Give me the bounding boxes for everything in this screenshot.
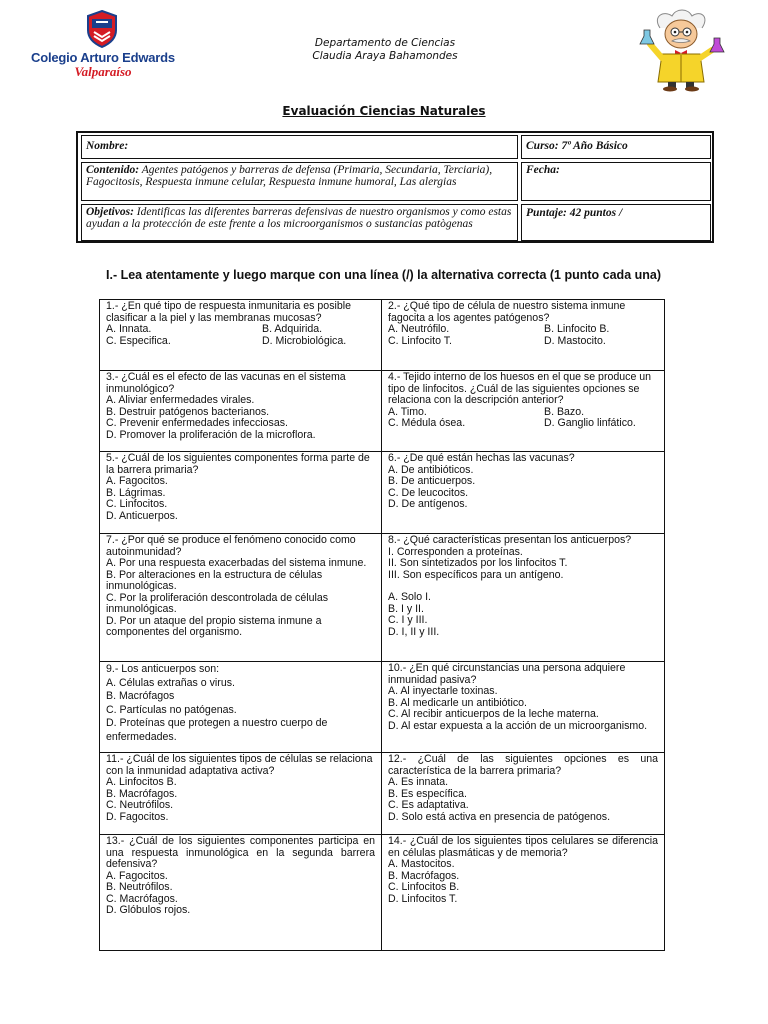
option-d[interactable]: D. Microbiológica.: [262, 334, 347, 347]
question-10: [382, 662, 664, 753]
question-stem: 7.- ¿Por qué se produce el fenómeno conocido como autoinmunidad?: [106, 534, 356, 558]
option-d[interactable]: D. De antígenos.: [388, 498, 468, 510]
option-c[interactable]: C. Linfocitos.: [106, 498, 168, 510]
option-b[interactable]: B. Destruir patógenos bacterianos.: [106, 405, 270, 418]
questions-grid: [99, 299, 665, 951]
school-city: Valparaíso: [74, 64, 132, 79]
option-b[interactable]: B. Por alteraciones en la estructura de células inmunológicas.: [106, 568, 323, 592]
question-stem: 6.- ¿De qué están hechas las vacunas?: [388, 452, 575, 464]
option-a[interactable]: A. Timo.: [388, 405, 427, 418]
option-a[interactable]: A. Aliviar enfermedades virales.: [106, 394, 255, 406]
question-14: [382, 835, 664, 950]
question-11: [100, 753, 382, 835]
option-a[interactable]: A. De antibióticos.: [388, 463, 474, 476]
statement-ii: II. Son sintetizados por los linfocitos T.: [388, 557, 568, 569]
option-d[interactable]: D. Al estar expuesta a la acción de un microorganismo.: [388, 719, 648, 732]
question-1: [100, 300, 382, 371]
option-d[interactable]: D. Linfocitos T.: [388, 892, 458, 905]
school-logo: [28, 10, 178, 78]
question-3: [100, 371, 382, 452]
option-b[interactable]: B. Macrófagos: [106, 690, 175, 702]
option-c[interactable]: C. Es adaptativa.: [388, 799, 469, 811]
question-stem: 10.- ¿En qué circunstancias una persona adquiere inmunidad pasiva?: [388, 662, 626, 686]
option-c[interactable]: C. Prevenir enfermedades infecciosas.: [106, 417, 288, 429]
option-d[interactable]: D. Glóbulos rojos.: [106, 904, 191, 916]
puntaje-cell: Puntaje: 42 puntos /: [521, 204, 711, 241]
question-stem: 11.- ¿Cuál de los siguientes tipos de células se relaciona con la inmunidad adaptativa activa?: [106, 753, 373, 777]
option-a[interactable]: A. Es innata.: [388, 776, 449, 788]
fecha-cell[interactable]: Fecha:: [521, 162, 711, 201]
option-c[interactable]: C. Especifica.: [106, 334, 171, 347]
option-a[interactable]: A. Mastocitos.: [388, 858, 455, 870]
option-d[interactable]: D. Por un ataque del propio sistema inmune a componentes del organismo.: [106, 614, 322, 638]
option-b[interactable]: B. Neutrófilos.: [106, 881, 173, 893]
question-7: [100, 534, 382, 662]
option-c[interactable]: C. Por la proliferación descontrolada de células inmunológicas.: [106, 591, 329, 615]
statement-i: I. Corresponden a proteínas.: [388, 545, 523, 558]
option-a[interactable]: A. Linfocitos B.: [106, 776, 177, 788]
objetivos-cell: [81, 204, 518, 241]
option-a[interactable]: A. Neutrófilo.: [388, 323, 450, 335]
question-stem: 12.- ¿Cuál de las siguientes opciones es una característica de la barrera primaria?: [388, 753, 658, 777]
option-d[interactable]: D. Promover la proliferación de la microflora.: [106, 428, 316, 441]
instructions: I.- Lea atentamente y luego marque con una línea (/) la alternativa correcta (1 punto cada una): [106, 268, 661, 282]
option-b[interactable]: B. Es específica.: [388, 787, 467, 800]
school-name: Colegio Arturo Edwards: [31, 50, 175, 65]
option-c[interactable]: C. Partículas no patógenas.: [106, 703, 237, 716]
option-d[interactable]: D. Proteínas que protegen a nuestro cuerpo de enfermedades.: [106, 717, 328, 743]
option-c[interactable]: C. Linfocito T.: [388, 334, 452, 347]
option-a[interactable]: A. Solo I.: [388, 591, 431, 603]
option-b[interactable]: B. Lágrimas.: [106, 486, 166, 499]
question-stem: 8.- ¿Qué características presentan los anticuerpos?: [388, 534, 632, 546]
option-c[interactable]: C. Neutrófilos.: [106, 799, 174, 811]
question-13: [100, 835, 382, 950]
option-b[interactable]: B. Adquirida.: [262, 323, 323, 335]
page-title: [0, 104, 768, 118]
option-d[interactable]: D. I, II y III.: [388, 625, 440, 638]
question-12: [382, 753, 664, 835]
scientist-icon: [632, 8, 728, 92]
question-stem: 3.- ¿Cuál es el efecto de las vacunas en el sistema inmunológico?: [106, 371, 346, 395]
student-info-table: [76, 131, 714, 243]
option-c[interactable]: C. De leucocitos.: [388, 486, 469, 499]
option-c[interactable]: C. Macrófagos.: [106, 892, 178, 905]
school-shield-icon: [86, 10, 118, 48]
question-2: [382, 300, 664, 371]
question-6: [382, 452, 664, 534]
option-b[interactable]: B. Bazo.: [544, 405, 585, 418]
option-a[interactable]: A. Al inyectarle toxinas.: [388, 685, 498, 697]
question-8: [382, 534, 664, 662]
contenido-text: Agentes patógenos y barreras de defensa (Primaria, Secundaria, Terciaria), Fagocitosis, Respuesta inmune celular, Respuesta inmune humoral, Las alergias: [86, 164, 493, 188]
contenido-label: Contenido:: [86, 164, 140, 176]
option-b[interactable]: B. Linfocito B.: [544, 323, 610, 335]
question-stem: 2.- ¿Qué tipo de célula de nuestro sistema inmune fagocita a los agentes patógenos?: [388, 300, 626, 324]
statement-iii: III. Son específicos para un antígeno.: [388, 568, 564, 581]
contenido-cell: [81, 162, 518, 201]
title-text: Evaluación Ciencias Naturales: [282, 104, 486, 118]
option-a[interactable]: A. Fagocitos.: [106, 475, 168, 487]
question-5: [100, 452, 382, 534]
question-9: [100, 662, 382, 753]
option-c[interactable]: C. Médula ósea.: [388, 417, 466, 429]
option-d[interactable]: D. Anticuerpos.: [106, 509, 178, 522]
option-c[interactable]: C. I y III.: [388, 614, 428, 626]
option-d[interactable]: D. Ganglio linfático.: [544, 417, 636, 429]
option-d[interactable]: D. Solo está activa en presencia de patógenos.: [388, 810, 611, 823]
option-b[interactable]: B. Macrófagos.: [388, 869, 460, 882]
option-a[interactable]: A. Innata.: [106, 323, 152, 335]
department-block: [250, 37, 520, 63]
question-stem: 1.- ¿En qué tipo de respuesta inmunitaria es posible clasificar a la piel y las membranas mucosas?: [106, 300, 351, 324]
option-d[interactable]: D. Mastocito.: [544, 334, 606, 347]
curso-cell: Curso: 7º Año Básico: [521, 135, 711, 159]
option-a[interactable]: A. Células extrañas o virus.: [106, 676, 235, 689]
teacher-name: Claudia Araya Bahamondes: [312, 50, 458, 62]
option-a[interactable]: A. Por una respuesta exacerbadas del sistema inmune.: [106, 557, 367, 569]
option-c[interactable]: C. Linfocitos B.: [388, 881, 460, 893]
option-b[interactable]: B. Al medicarle un antibiótico.: [388, 696, 527, 709]
question-4: [382, 371, 664, 452]
objetivos-label: Objetivos:: [86, 206, 134, 218]
question-stem: 5.- ¿Cuál de los siguientes componentes forma parte de la barrera primaria?: [106, 452, 370, 476]
department-name: Departamento de Ciencias: [314, 37, 456, 49]
question-stem: 9.- Los anticuerpos son:: [106, 663, 220, 675]
option-d[interactable]: D. Fagocitos.: [106, 810, 169, 823]
objetivos-text: Identificas las diferentes barreras defensivas de nuestro organismos y como estas ayudan a la protección de este frente a los microorganismos o sustancias patògenas: [86, 206, 512, 230]
question-stem: 4.- Tejido interno de los huesos en el que se produce un tipo de linfocitos. ¿Cuál de las siguientes opciones se relaciona con la descripción anterior?: [388, 371, 652, 406]
nombre-cell[interactable]: Nombre:: [81, 135, 518, 159]
question-stem: 13.- ¿Cuál de los siguientes componentes participa en una respuesta inmunológica en la segunda barrera defensiva?: [106, 835, 375, 870]
question-stem: 14.- ¿Cuál de los siguientes tipos celulares se diferencia en células plasmáticas y de memoria?: [388, 835, 658, 859]
option-b[interactable]: B. I y II.: [388, 602, 424, 615]
option-c[interactable]: C. Al recibir anticuerpos de la leche materna.: [388, 708, 599, 720]
option-b[interactable]: B. De anticuerpos.: [388, 475, 476, 487]
option-b[interactable]: B. Macrófagos.: [106, 787, 178, 800]
option-a[interactable]: A. Fagocitos.: [106, 869, 168, 882]
